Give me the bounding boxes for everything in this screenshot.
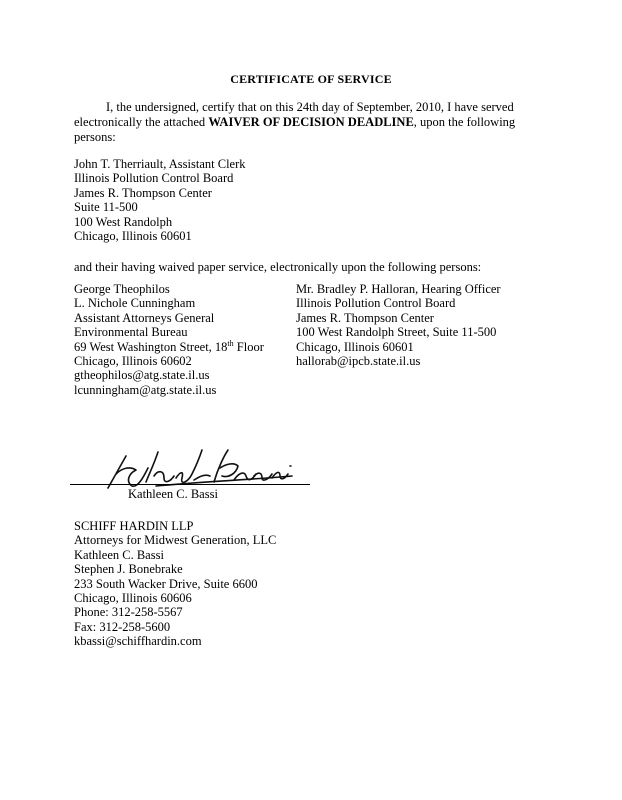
fax-number: Fax: 312-258-5600: [74, 619, 171, 634]
email-address: kbassi@schiffhardin.com: [74, 634, 202, 649]
recipient-line: Assistant Attorneys General: [74, 310, 215, 325]
document-name: WAIVER OF DECISION DEADLINE: [208, 115, 414, 129]
firm-name: SCHIFF HARDIN LLP: [74, 519, 194, 533]
email-address: gtheophilos@atg.state.il.us: [74, 368, 210, 383]
left-recipient-block: [74, 282, 264, 397]
signature-line: [70, 484, 310, 485]
recipient-line: Illinois Pollution Control Board: [296, 296, 456, 311]
intro-text-tail: , upon the following: [413, 115, 516, 129]
firm-block: [74, 519, 276, 649]
recipient-line: Mr. Bradley P. Halloran, Hearing Officer: [296, 282, 501, 296]
firm-line: Attorneys for Midwest Generation, LLC: [74, 533, 277, 548]
recipient-line: Chicago, Illinois 60601: [74, 228, 192, 243]
intro-line-1: I, the undersigned, certify that on this 24th day of September, 2010, I have served: [106, 100, 514, 114]
handwritten-signature: [96, 446, 296, 492]
recipient-line: James R. Thompson Center: [74, 185, 212, 200]
recipient-line: Illinois Pollution Control Board: [74, 171, 234, 186]
intro-text: electronically the attached: [74, 115, 209, 129]
recipient-line: Chicago, Illinois 60602: [74, 353, 192, 368]
intro-line-3: persons:: [74, 130, 116, 144]
firm-line: Chicago, Illinois 60606: [74, 590, 192, 605]
firm-line: Stephen J. Bonebrake: [74, 562, 183, 577]
recipient-line: John T. Therriault, Assistant Clerk: [74, 157, 246, 171]
ordinal-suffix: th: [227, 338, 234, 348]
page-title: CERTIFICATE OF SERVICE: [230, 72, 392, 86]
recipient-line: George Theophilos: [74, 282, 170, 296]
recipient-line: Suite 11-500: [74, 200, 138, 215]
recipient-line: Environmental Bureau: [74, 325, 188, 340]
email-address: lcunningham@atg.state.il.us: [74, 382, 217, 397]
recipient-line: [74, 340, 264, 354]
street-text: 69 West Washington Street, 18: [74, 339, 228, 354]
recipient-line: Chicago, Illinois 60601: [296, 339, 414, 354]
firm-line: 233 South Wacker Drive, Suite 6600: [74, 576, 258, 591]
email-address: hallorab@ipcb.state.il.us: [296, 353, 421, 368]
waived-service-text: and their having waived paper service, electronically upon the following persons:: [74, 260, 482, 274]
right-recipient-block: [296, 282, 501, 368]
phone-number: Phone: 312-258-5567: [74, 605, 183, 620]
signer-printed-name: Kathleen C. Bassi: [128, 487, 218, 501]
firm-line: Kathleen C. Bassi: [74, 547, 164, 562]
recipient-line: James R. Thompson Center: [296, 310, 434, 325]
recipient-line: 100 West Randolph: [74, 214, 173, 229]
recipient-line: L. Nichole Cunningham: [74, 296, 196, 311]
primary-recipient-block: [74, 157, 246, 243]
intro-line-2: [74, 115, 515, 129]
floor-text: Floor: [233, 339, 264, 354]
recipient-line: 100 West Randolph Street, Suite 11-500: [296, 325, 497, 340]
